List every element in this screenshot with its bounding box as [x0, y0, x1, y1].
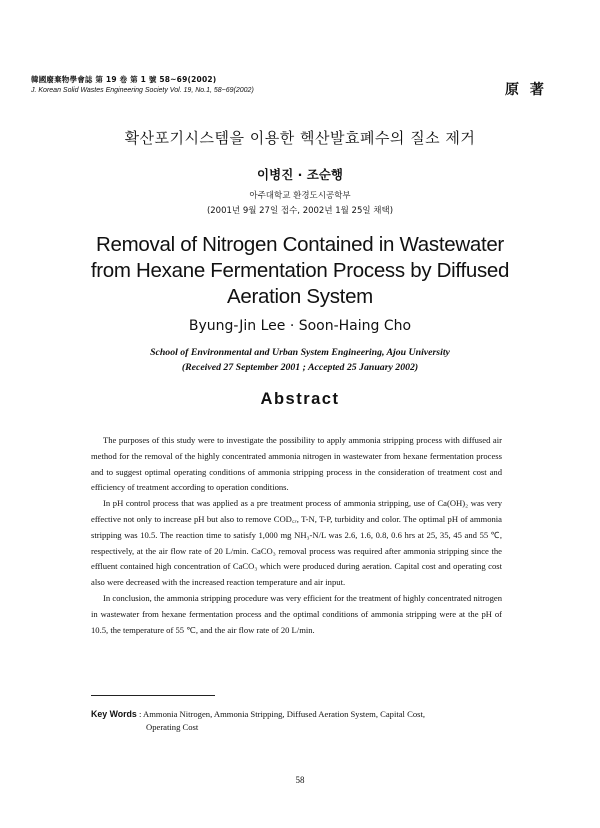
journal-citation-korean: 韓國廢棄物學會誌 第 19 卷 第 1 號 58~69(2002): [31, 75, 217, 84]
abstract-body: [91, 433, 502, 638]
title-english-line2: from Hexane Fermentation Process by Diffused: [90, 259, 510, 282]
received-accepted-dates: (Received 27 September 2001 ; Accepted 25 January 2002): [181, 362, 419, 373]
affiliation-korean: 아주대학교 환경도시공학부: [249, 191, 351, 201]
title-english-line3: Aeration System: [227, 285, 373, 308]
keywords-line1: : Ammonia Nitrogen, Ammonia Stripping, Diffused Aeration System, Capital Cost,: [138, 709, 425, 719]
affiliation-english-line1: School of Environmental and Urban System Engineering, Ajou University: [150, 347, 450, 358]
abstract-paragraph: The purposes of this study were to investigate the possibility to apply ammonia stripping process with diffused air method for the removal of the highly concentrated ammonia nitrogen in wastewater from hexane fermentation process and to suggest optimal operating conditions of ammonia stripping process in the consideration of treatment cost and efficiency of treatment according to operation conditions.: [91, 435, 502, 493]
authors-korean: 이병진 · 조순행: [257, 167, 343, 182]
abstract-paragraph: In conclusion, the ammonia stripping procedure was very efficient for the treatment of highly concentrated nitrogen in wastewater from hexane fermentation process and the optimal conditions of ammonia stripping were at the pH of 10.5, the temperature of 55 ℃, and the air flow rate of 20 L/min.: [91, 592, 502, 635]
keywords-label: Key Words: [91, 709, 137, 719]
abstract-heading: Abstract: [260, 390, 340, 408]
section-tag: 原 著: [505, 82, 547, 98]
keywords: [91, 707, 511, 722]
title-english-line1: Removal of Nitrogen Contained in Wastewater: [96, 233, 504, 256]
footnote-divider: [91, 695, 215, 696]
title-english: [0, 232, 600, 310]
abstract-paragraph: In pH control process that was applied as a pre treatment process of ammonia stripping, use of Ca(OH)₂ was very effective not only to increase pH but also to remove COD꜀ᵣ, T-N, T-P, turbidity and color. The optimal pH of ammonia stripping was 10.5. The reaction time to satisfy 1,000 mg NH₃-N/L was 2.6, 1.6, 0.8, 0.6 hrs at 25, 35, 45 and 55 ℃, respectively, at the air flow rate of 20 L/min. CaCO₃ removal process was required after ammonia stripping since the effluent contained high concentration of CaCO₃ which were produced during aeration. Capital cost and operating cost also were decreased with the increased reaction temperature and air input.: [91, 498, 502, 588]
keywords-line2: Operating Cost: [146, 722, 199, 732]
page-number: 58: [295, 775, 305, 785]
affiliation-english: [0, 345, 600, 375]
authors-english: Byung-Jin Lee · Soon-Haing Cho: [188, 318, 412, 334]
dates-korean: (2001년 9월 27일 접수, 2002년 1월 25일 채택): [206, 206, 394, 216]
journal-citation-english: J. Korean Solid Wastes Engineering Society Vol. 19, No.1, 58~69(2002): [31, 87, 254, 94]
title-korean: 확산포기시스템을 이용한 헥산발효폐수의 질소 제거: [124, 129, 476, 147]
